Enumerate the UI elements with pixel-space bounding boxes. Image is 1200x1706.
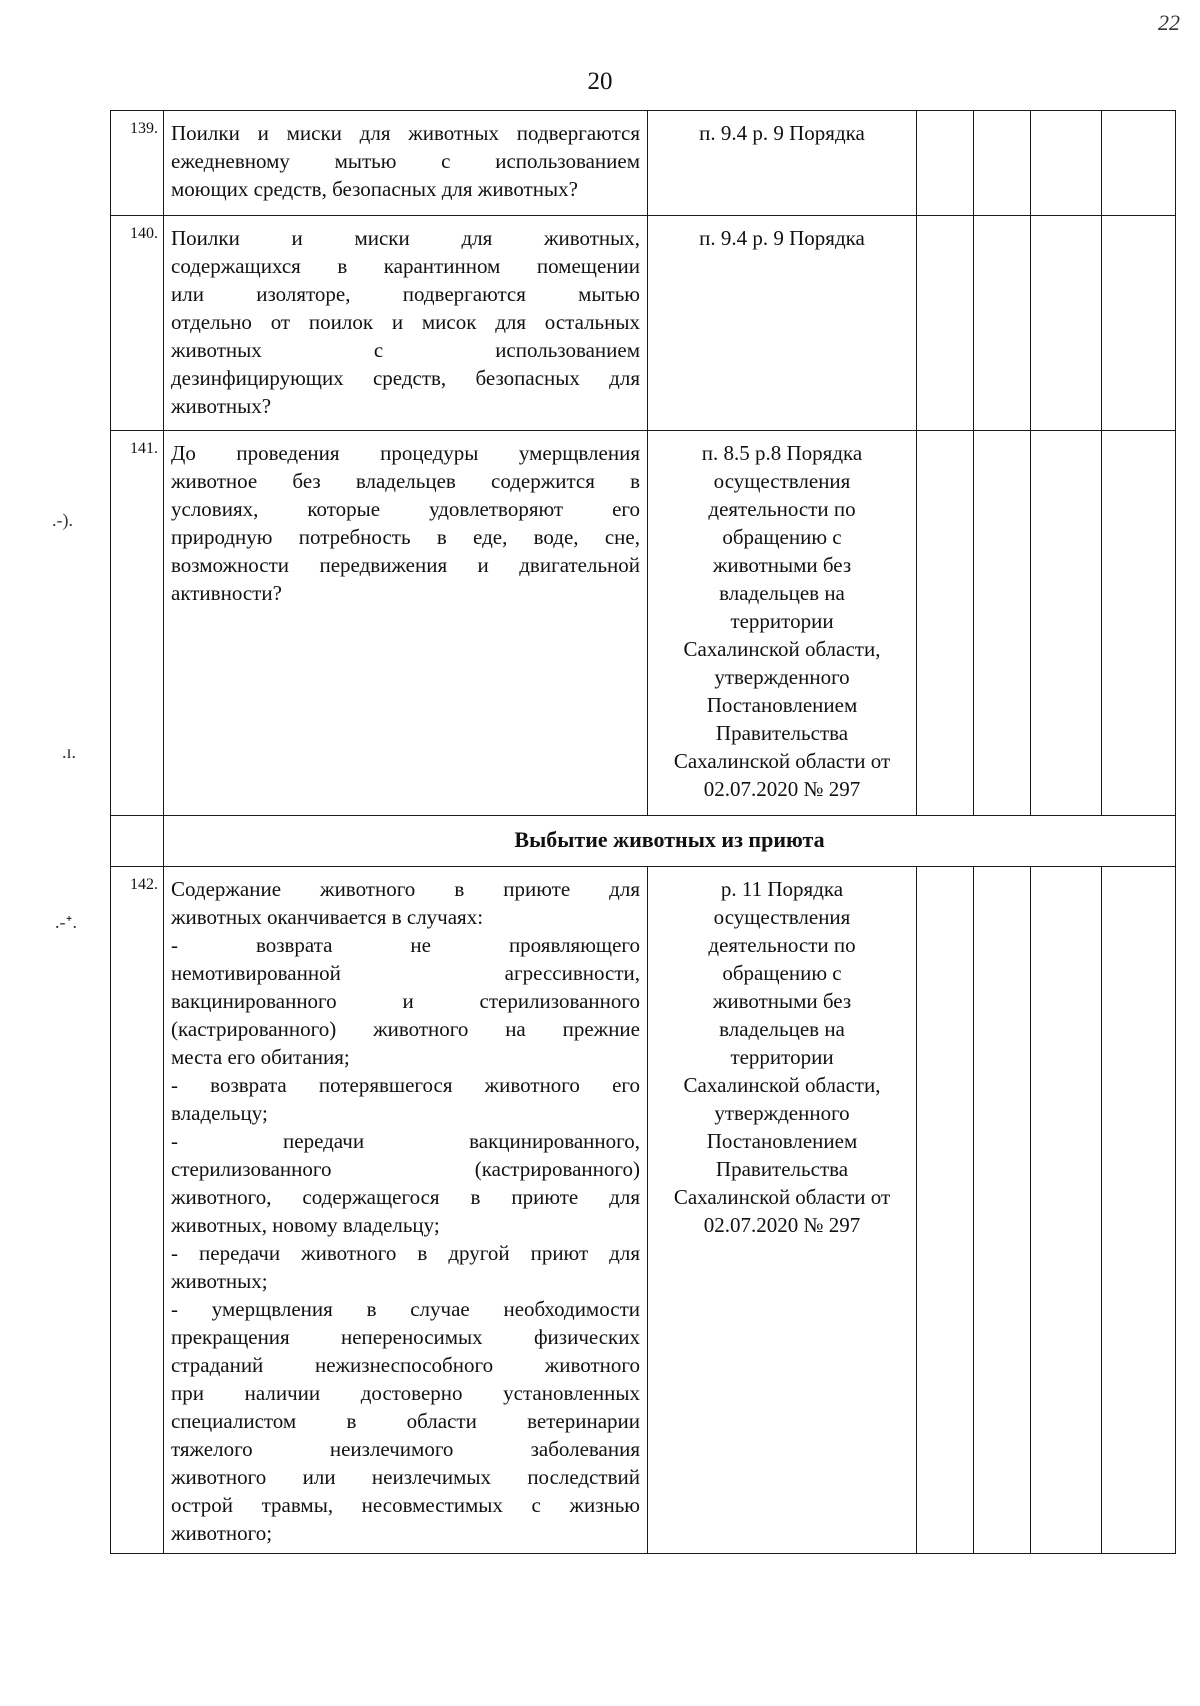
reference-cell	[648, 867, 917, 1554]
reference-cell: п. 9.4 р. 9 Порядка	[648, 216, 917, 431]
question-line: животного или неизлечимых последствий	[171, 1465, 640, 1489]
answer-cell	[917, 216, 974, 431]
reference-line: р. 11 Порядка	[720, 877, 844, 901]
reference-line: Сахалинской области от	[673, 1185, 891, 1209]
answer-cell	[1031, 111, 1102, 216]
question-line: животных?	[171, 394, 272, 418]
question-line: животного, содержащегося в приюте для	[171, 1185, 640, 1209]
question-line: - возврата потерявшегося животного его	[171, 1073, 640, 1097]
question-line: тяжелого неизлечимого заболевания	[171, 1437, 640, 1461]
row-number: 141.	[111, 431, 164, 816]
question-line: условиях, которые удовлетворяют его	[171, 497, 640, 521]
reference-line: владельцев на	[719, 1017, 845, 1041]
answer-cell	[1102, 216, 1176, 431]
reference-line: осуществления	[713, 469, 851, 493]
question-line: природную потребность в еде, воде, сне,	[171, 525, 640, 549]
question-line: владельцу;	[171, 1101, 268, 1125]
question-cell	[164, 111, 648, 216]
margin-mark: .-).	[52, 510, 73, 530]
reference-line: утвержденного	[714, 1101, 850, 1125]
reference-line: Правительства	[715, 721, 849, 745]
row-number: 142.	[111, 867, 164, 1554]
question-line: отдельно от поилок и мисок для остальных	[171, 310, 640, 334]
reference-line: обращению с	[722, 961, 842, 985]
reference-line: деятельности по	[708, 497, 856, 521]
reference-line: деятельности по	[708, 933, 856, 957]
reference-cell	[648, 431, 917, 816]
reference-line: животными без	[712, 989, 852, 1013]
table-row	[111, 111, 1176, 216]
question-line: - передачи вакцинированного,	[171, 1129, 640, 1153]
answer-cell	[1102, 111, 1176, 216]
reference-line: п. 8.5 р.8 Порядка	[701, 441, 863, 465]
checklist-table	[110, 110, 1176, 1554]
question-line: вакцинированного и стерилизованного	[171, 989, 640, 1013]
question-line: моющих средств, безопасных для животных?	[171, 177, 578, 201]
question-line: животного;	[171, 1521, 273, 1545]
answer-cell	[974, 216, 1031, 431]
question-line: прекращения непереносимых физических	[171, 1325, 640, 1349]
question-cell	[164, 216, 648, 431]
question-line: Содержание животного в приюте для	[171, 877, 640, 901]
question-line: - передачи животного в другой приют для	[171, 1241, 640, 1265]
handwritten-corner-mark: 22	[1158, 10, 1180, 35]
answer-cell	[917, 431, 974, 816]
answer-cell	[1102, 867, 1176, 1554]
answer-cell	[974, 431, 1031, 816]
answer-cell	[917, 867, 974, 1554]
question-line: - возврата не проявляющего	[171, 933, 640, 957]
question-line: активности?	[171, 581, 282, 605]
question-line: возможности передвижения и двигательной	[171, 553, 640, 577]
reference-line: утвержденного	[714, 665, 850, 689]
row-number: 139.	[111, 111, 164, 216]
question-line: Поилки и миски для животных,	[171, 226, 640, 250]
reference-line: Постановлением	[706, 693, 858, 717]
question-line: животных оканчивается в случаях:	[171, 905, 484, 929]
question-line: животных, новому владельцу;	[171, 1213, 440, 1237]
question-line: при наличии достоверно установленных	[171, 1381, 640, 1405]
reference-cell: п. 9.4 р. 9 Порядка	[648, 111, 917, 216]
table-row	[111, 867, 1176, 1554]
reference-line: территории	[730, 609, 834, 633]
question-line: Поилки и миски для животных подвергаются	[171, 121, 640, 145]
reference-line: территории	[730, 1045, 834, 1069]
question-line: животное без владельцев содержится в	[171, 469, 640, 493]
question-line: животных с использованием	[171, 338, 640, 362]
answer-cell	[1031, 216, 1102, 431]
reference-line: Постановлением	[706, 1129, 858, 1153]
question-line: (кастрированного) животного на прежние	[171, 1017, 640, 1041]
answer-cell	[1031, 431, 1102, 816]
reference-line: 02.07.2020 № 297	[703, 777, 861, 801]
question-cell	[164, 431, 648, 816]
question-line: До проведения процедуры умерщвления	[171, 441, 640, 465]
reference-line: Правительства	[715, 1157, 849, 1181]
question-line: или изоляторе, подвергаются мытью	[171, 282, 640, 306]
question-line: страданий нежизнеспособного животного	[171, 1353, 640, 1377]
margin-mark: .-ᐩ.	[55, 912, 77, 932]
question-line: специалистом в области ветеринарии	[171, 1409, 640, 1433]
answer-cell	[1031, 867, 1102, 1554]
page-number: 20	[587, 68, 613, 95]
question-line: места его обитания;	[171, 1045, 350, 1069]
question-cell	[164, 867, 648, 1554]
section-row	[111, 816, 1176, 867]
answer-cell	[917, 111, 974, 216]
table-row	[111, 431, 1176, 816]
answer-cell	[974, 111, 1031, 216]
question-line: острой травмы, несовместимых с жизнью	[171, 1493, 640, 1517]
question-line: ежедневному мытью с использованием	[171, 149, 640, 173]
answer-cell	[974, 867, 1031, 1554]
empty-number-cell	[111, 816, 164, 867]
reference-line: Сахалинской области,	[683, 637, 881, 661]
question-line: - умерщвления в случае необходимости	[171, 1297, 640, 1321]
answer-cell	[1102, 431, 1176, 816]
reference-line: Сахалинской области,	[683, 1073, 881, 1097]
section-title: Выбытие животных из приюта	[164, 816, 1176, 867]
question-line: дезинфицирующих средств, безопасных для	[171, 366, 640, 390]
margin-mark: .ɪ.	[62, 742, 77, 762]
reference-line: животными без	[712, 553, 852, 577]
reference-line: 02.07.2020 № 297	[703, 1213, 861, 1237]
table-row	[111, 216, 1176, 431]
question-line: немотивированной агрессивности,	[171, 961, 640, 985]
reference-line: обращению с	[722, 525, 842, 549]
row-number: 140.	[111, 216, 164, 431]
question-line: стерилизованного (кастрированного)	[171, 1157, 640, 1181]
question-line: содержащихся в карантинном помещении	[171, 254, 640, 278]
reference-line: осуществления	[713, 905, 851, 929]
question-line: животных;	[171, 1269, 268, 1293]
reference-line: Сахалинской области от	[673, 749, 891, 773]
reference-line: владельцев на	[719, 581, 845, 605]
